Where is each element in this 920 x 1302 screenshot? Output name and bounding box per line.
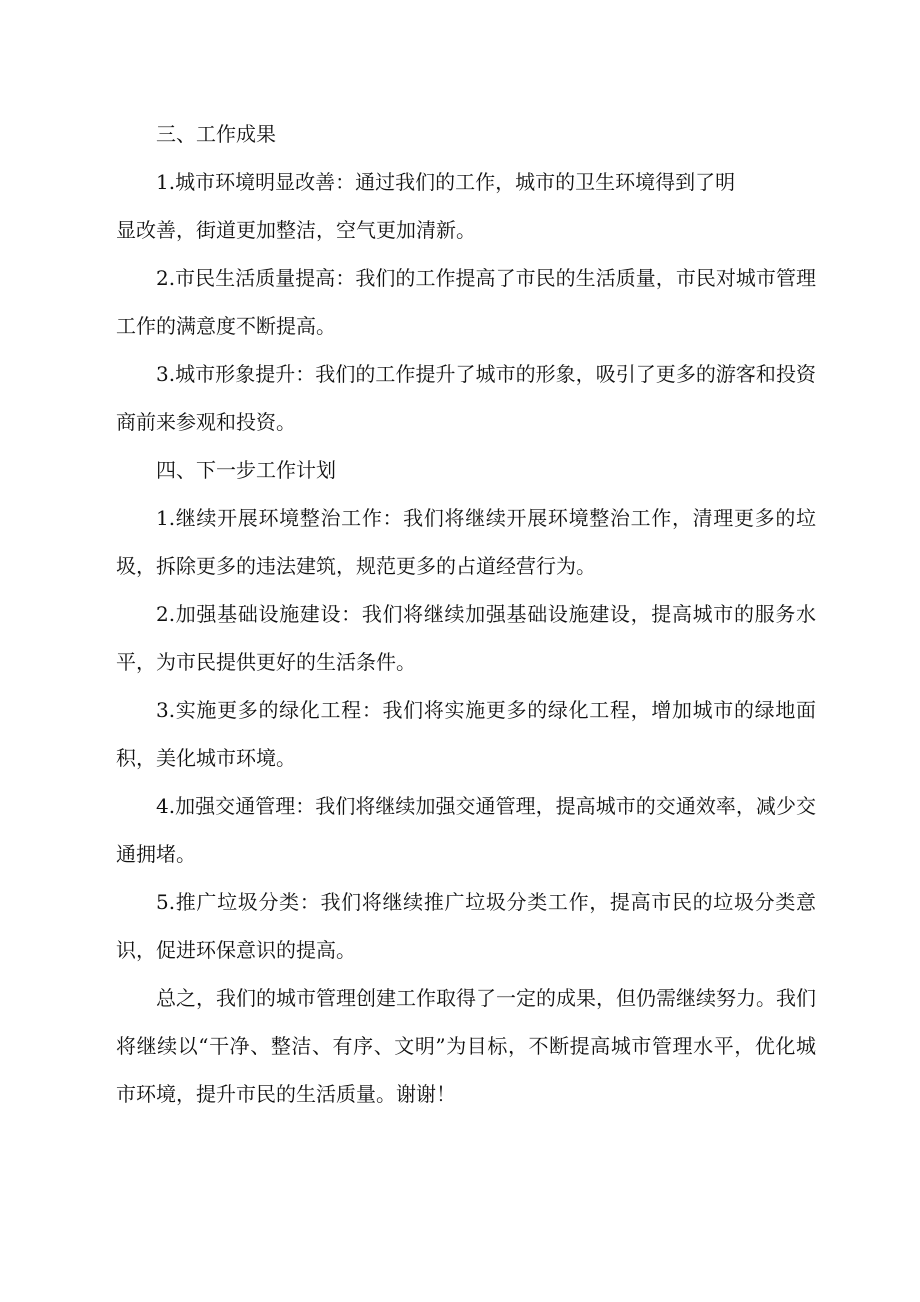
section-heading-results: 三、工作成果 bbox=[156, 122, 276, 146]
paragraph-plan-2: 2.加强基础设施建设：我们将继续加强基础设施建设，提高城市的服务水平，为市民提供更好的生活条件。 bbox=[116, 602, 816, 674]
paragraph-result-3: 3.城市形象提升：我们的工作提升了城市的形象，吸引了更多的游客和投资商前来参观和投资。 bbox=[116, 362, 816, 434]
paragraph-plan-1: 1.继续开展环境整治工作：我们将继续开展环境整治工作，清理更多的垃圾，拆除更多的违法建筑，规范更多的占道经营行为。 bbox=[116, 506, 816, 578]
paragraph-result-1-line-2: 显改善，街道更加整洁，空气更加清新。 bbox=[116, 218, 476, 242]
paragraph-plan-5: 5.推广垃圾分类：我们将继续推广垃圾分类工作，提高市民的垃圾分类意识，促进环保意识的提高。 bbox=[116, 890, 816, 962]
paragraph-plan-4: 4.加强交通管理：我们将继续加强交通管理，提高城市的交通效率，减少交通拥堵。 bbox=[116, 794, 816, 866]
paragraph-result-1-line-1: 1.城市环境明显改善：通过我们的工作，城市的卫生环境得到了明 bbox=[156, 170, 736, 194]
paragraph-result-2: 2.市民生活质量提高：我们的工作提高了市民的生活质量，市民对城市管理工作的满意度不断提高。 bbox=[116, 266, 816, 338]
section-heading-next-plan: 四、下一步工作计划 bbox=[156, 458, 336, 482]
paragraph-conclusion: 总之，我们的城市管理创建工作取得了一定的成果，但仍需继续努力。我们将继续以“干净、整洁、有序、文明”为目标，不断提高城市管理水平，优化城市环境，提升市民的生活质量。谢谢！ bbox=[116, 986, 816, 1106]
paragraph-plan-3: 3.实施更多的绿化工程：我们将实施更多的绿化工程，增加城市的绿地面积，美化城市环境。 bbox=[116, 698, 816, 770]
document-body bbox=[116, 110, 816, 1118]
paragraph-result-1 bbox=[116, 158, 816, 254]
